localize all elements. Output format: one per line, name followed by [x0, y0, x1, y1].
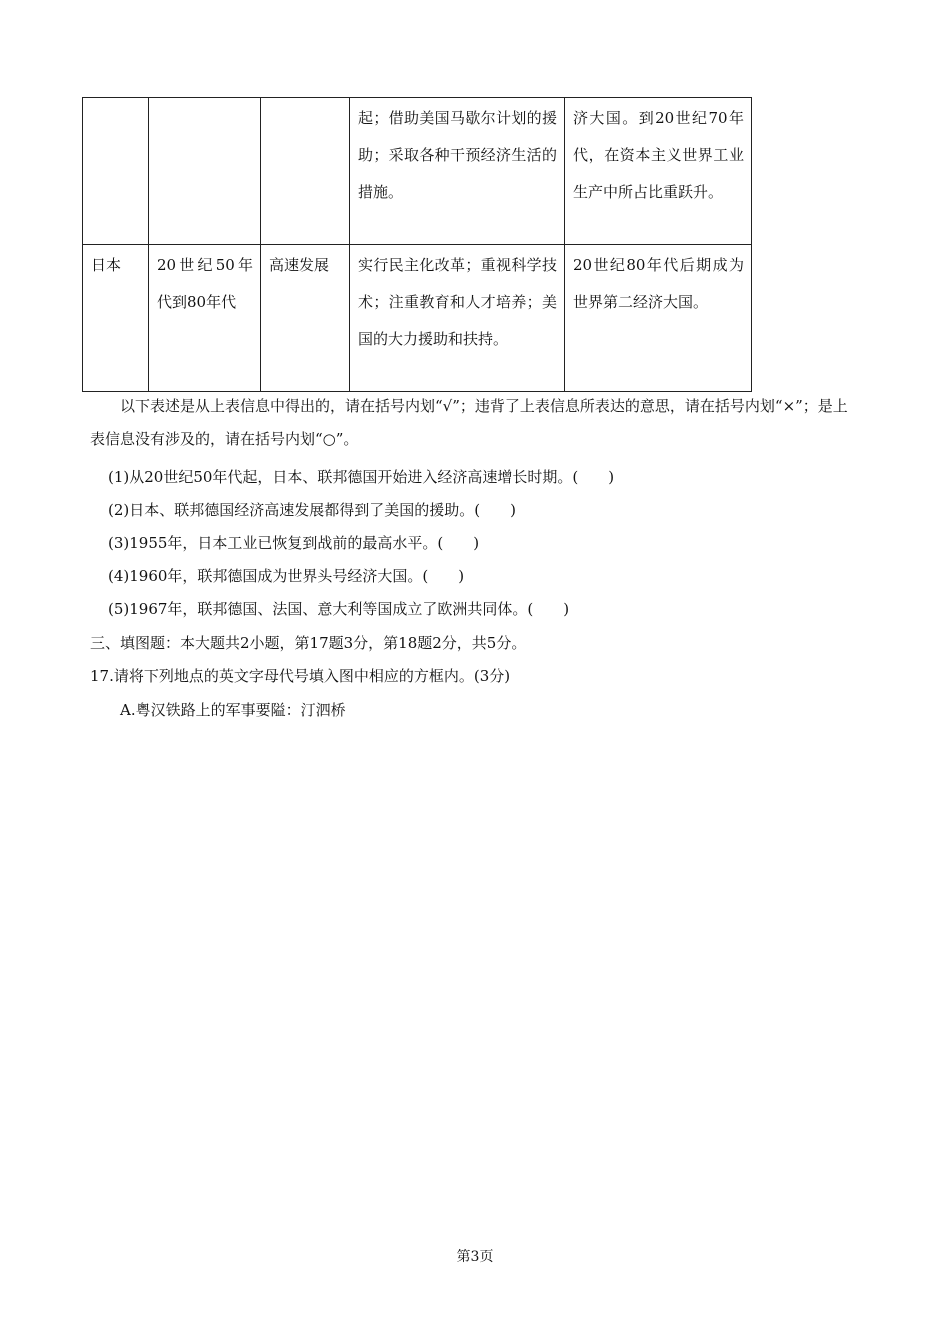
page-number: 第3页: [456, 1249, 494, 1265]
statement-2: (2)日本、联邦德国经济高速发展都得到了美国的援助。( ): [108, 501, 516, 519]
economy-table: [82, 97, 752, 392]
table-cell-result: 20世纪80年代后期成为世界第二经济大国。: [565, 245, 752, 392]
table-row: [83, 98, 752, 245]
instructions-paragraph: 以下表述是从上表信息中得出的，请在括号内划“√”；违背了上表信息所表达的意思，请在括号内划“×”；是上表信息没有涉及的，请在括号内划“○”。: [90, 397, 848, 448]
table-cell-period: 20世纪50年代到80年代: [149, 245, 261, 392]
option-a: A.粤汉铁路上的军事要隘：汀泗桥: [120, 701, 346, 719]
section-heading: 三、填图题：本大题共2小题，第17题3分，第18题2分，共5分。: [90, 634, 527, 652]
statement-5: (5)1967年，联邦德国、法国、意大利等国成立了欧洲共同体。( ): [108, 600, 570, 618]
table-cell-reasons: 实行民主化改革；重视科学技术；注重教育和人才培养；美国的大力援助和扶持。: [350, 245, 565, 392]
table-cell-reasons: 起；借助美国马歇尔计划的援助；采取各种干预经济生活的措施。: [350, 98, 565, 245]
table-cell-country: 日本: [83, 245, 149, 392]
table-cell-status: [261, 98, 350, 245]
statement-1: (1)从20世纪50年代起，日本、联邦德国开始进入经济高速增长时期。( ): [108, 468, 615, 486]
statement-3: (3)1955年，日本工业已恢复到战前的最高水平。( ): [108, 534, 480, 552]
table-cell-status: 高速发展: [261, 245, 350, 392]
table-row: [83, 245, 752, 392]
question-17: 17.请将下列地点的英文字母代号填入图中相应的方框内。(3分): [90, 667, 511, 685]
table-cell-period: [149, 98, 261, 245]
table-cell-country: [83, 98, 149, 245]
table-cell-result: 济大国。到20世纪70年代，在资本主义世界工业生产中所占比重跃升。: [565, 98, 752, 245]
statement-4: (4)1960年，联邦德国成为世界头号经济大国。( ): [108, 567, 465, 585]
